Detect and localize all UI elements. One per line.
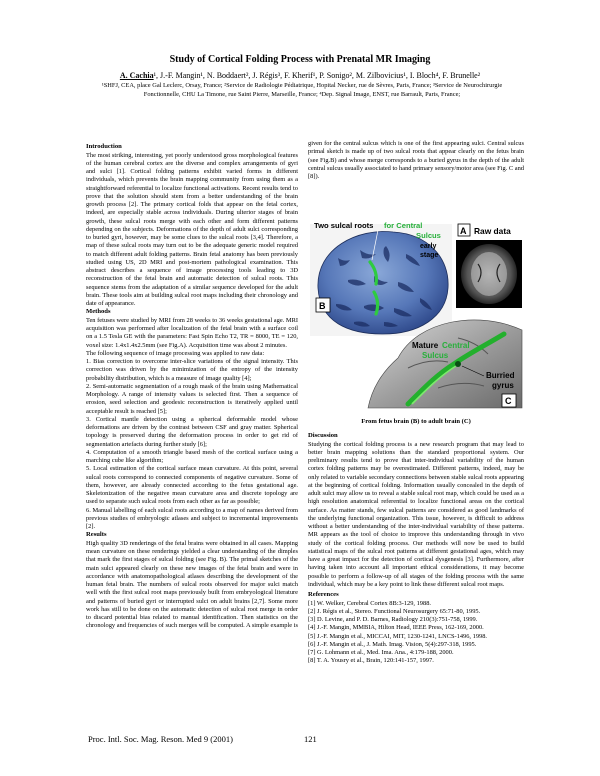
references-heading: References — [308, 591, 339, 598]
methods-step: 5. Local estimation of the cortical surface mean curvature. At this point, several sulcal roots correspond to connected components of negative curvature. Some of them, however, are already connected according to the fetus gestational age. Skeletonization of the negative mean curvature area and discrete topology are used to separate such sulcal roots from each other as far as possible; — [86, 465, 298, 506]
reference-item: [2] J. Régis et al., Stereo. Functional Neurosurgery 65:71-80, 1995. — [308, 607, 481, 615]
first-author: A. Cachia — [119, 71, 154, 80]
intro-text: The most striking, interesting, yet poorly understood gross morphological features of the human cerebral cortex are the diverse and complex arrangements of gyri and sulci [1]. Cortical folding patterns exhibit varied forms in different individuals, which prevents the brain mapping community from using them as a straightforward referential to localize functional activations. Recent results tend to prove that the solution should stem from a better understanding of the brain growth process [2]. The primary cortical folds that appear on the fetal cortex, indeed, are especially stable across individuals. During ulterior stages of brain growth, these sulcal roots merge with each other and form different patterns depending on the subjects. Deformations of the depth of adult sulci corresponding to buried gyri, however, may be some clues to the sulcal roots [3,4]. Therefore, a map of these sulcal roots may turn out to be the adequate generic model required to match different adult folding patterns. Brain fetal anatomy has been previously studied using US, 2D MRI and post-mortem pathological examination. This abstract describes a sequence of image processing tools leading to 3D reconstruction of the fetal brain and automatic detection of sulcal roots. This sequence stems from the adaptation of a similar sequence developed for the adult brain. These tools aim at building sulcal root maps including their chronology and date of appearance. — [86, 151, 298, 307]
author-list — [0, 71, 600, 80]
paper-title: Study of Cortical Folding Process with Prenatal MR Imaging — [169, 54, 431, 65]
journal-footer: Proc. Intl. Soc. Mag. Reson. Med 9 (2001) — [88, 734, 233, 744]
results-heading: Results — [86, 531, 107, 539]
panel-a-raw-mri — [456, 224, 522, 308]
label-b: B — [319, 301, 326, 311]
methods-step: 6. Manual labelling of each sulcal roots according to a map of names derived from previous studies of embryologic atlases and subject to incremental improvements [2]. — [86, 506, 298, 530]
reference-item: [6] J.-F. Mangin et al., J. Math. Imag. Vision, 5(4):297-318, 1995. — [308, 640, 477, 648]
label-gyrus: gyrus — [492, 381, 514, 390]
methods-list-intro: The following sequence of image processing was applied to raw data: — [86, 349, 265, 357]
intro-heading: Introduction — [86, 143, 122, 150]
label-burried: Burried — [486, 371, 515, 380]
label-mature: Mature — [412, 341, 439, 350]
methods-step: 1. Bias correction to overcome inter-slice variations of the signal intensity. This correction was driven by the minimization of the entropy of the intensity probability distribution, which is a measure of image quality [4]; — [86, 358, 298, 382]
label-a: A — [460, 226, 467, 236]
reference-list — [308, 600, 524, 666]
reference-item: [8] T. A. Yousry et al., Brain, 120:141-157, 1997. — [308, 657, 434, 665]
label-early: early — [420, 243, 437, 250]
right-column-top — [308, 140, 524, 181]
label-raw-data: Raw data — [474, 226, 511, 236]
reference-item: [1] W. Welker, Cerebral Cortex 8B:3-129, 1988. — [308, 599, 431, 607]
methods-step: 3. Cortical mantle detection using a spherical deformable model whose deformations are driven by the contrast between CSF and gray matter. Spherical topology is preserved during the deformation process in order to get rid of segmentation artefacts during further study [6]; — [86, 415, 298, 448]
label-for-central: for Central — [384, 221, 423, 230]
methods-text: Ten fetuses were studied by MRI from 28 weeks to 36 weeks gestational age. MRI acquisition was performed after localization of the fetal brain with a surface coil on a 1.5 Tesla GE with the parameters: Fast Spin Echo T2, TR = 8000, TE = 120, voxel size: 1.4x1.4x2.5mm (see Fig.A). Acquisition time was about 2 minutes. — [86, 316, 298, 349]
affiliations: ¹SHFJ, CEA, place Gal Leclerc, Orsay, France; ²Service de Radiologie Pédiatrique, Hopital Necker, rue de Sèvres, Paris, France; ³Service de Neurochirurgie Fonctionnelle, CHU La Timone, rue Saint Pierre, Marseille, France; ⁴Dep. Signal Image, ENST, rue Barrault, Paris, France; — [101, 82, 503, 98]
reference-item: [3] D. Levine, and P. D. Barnes, Radiology 210(3):751-758, 1999. — [308, 616, 478, 623]
results-continued-text: given for the central sulcus which is one of the first appearing sulci. Central sulcus primal sketch is made up of two sulcal roots that appear clearly on the fetus brain (see Fig.B) and whose merge corresponds to a buried gyrus in the depth of the adult central sulcus usually associated to hand primary sensory/motor area (see Fig. C and [8]). — [308, 140, 524, 180]
left-column — [86, 143, 298, 631]
brain-figure — [308, 218, 524, 410]
label-stage: stage — [420, 252, 439, 259]
methods-heading: Methods — [86, 308, 111, 316]
discussion-heading: Discussion — [308, 432, 338, 439]
page-number: 121 — [304, 734, 317, 744]
discussion-text: Studying the cortical folding process is a new research program that may lead to better brain mapping solutions than the standard proportional system. Our preliminary results tend to prove that inter-individual variability of the human cortex folding patterns may be overestimated. Different patterns, indeed, may be only related to variable secondary connections between stable sulcal roots appearing at the beginning of cortical folding. Information usually concealed in the depth of adult sulci may allow us to reveal a stable sulcal root map, which could be used as a high resolution anatomical referential to localize functional areas on the cortical surface. As matter stands, few sulcal patterns are considered as good landmarks of the underlying functional organization. This issue, however, is difficult to address without a better understanding of the inter-individual variability of these patterns. MR appears as the tool of choice to improve this understanding through in vivo study of the cortical folding process. Our methods will now be used to build statistical maps of the sulcal root patterns at different gestational ages, which may have a great impact for the detection of cortical dysgenesis [3]. Furthermore, after having taken into account all important ethical considerations, it may become possible to perform a follow-up of all stages of the folding process with the same individual, which may be a key point to link these different sulcal root maps. — [308, 440, 524, 588]
label-sulcus: Sulcus — [416, 231, 441, 240]
methods-step: 4. Computation of a smooth triangle based mesh of the cortical surface using a marching cube like algorithm; — [86, 448, 298, 464]
mri-brain — [471, 252, 507, 296]
figure-caption: From fetus brain (B) to adult brain (C) — [361, 418, 471, 425]
other-authors: ¹, J.-F. Mangin¹, N. Boddaert², J. Régis³, F. Kherif¹, P. Sonigo², M. Zilbovicius¹, I. Bloch⁴, F. Brunelle² — [153, 71, 481, 80]
buried-gyrus-marker — [455, 361, 461, 367]
reference-item: [7] G. Lohmann et al., Med. Ima. Ana., 4:179-188, 2000. — [308, 649, 454, 656]
results-text: High quality 3D renderings of the fetal brains were obtained in all cases. Mapping mean curvature on these renderings yielded a clear understanding of the dimples that mark the first stages of sulcal folding (see Fig. B). The primal sketches of the main sulci appeared clearly on these new images of the fetal brain and were in accordance with anatomopathological atlases describing the development of the human fetal brain. The numbers of sulcal roots observed for major sulci match well with the first sulcal root maps previously built from embryological literature and patterns of buried gyri or interrupted sulci on adult brains [2,7]. Some more work has still to be done on the automatic detection of sulcal root merge in order to discard potential bias related to manual identification. Then statistics on the chronology and frequencies of such merges will be computed. A simple example is — [86, 539, 298, 630]
right-column-bottom — [308, 432, 524, 666]
label-sulcus-mature: Sulcus — [422, 351, 449, 360]
label-two-sulcal-roots: Two sulcal roots — [314, 221, 374, 230]
reference-item: [4] J.-F. Mangin, MMBIA, Hilton Head, IEEE Press, 162-169, 2000. — [308, 624, 484, 632]
reference-item: [5] J.-F. Mangin et al., MICCAI, MIT, 1230-1241, LNCS-1496, 1998. — [308, 632, 488, 640]
methods-steps — [86, 358, 298, 531]
panel-b-fetal-brain — [310, 221, 452, 336]
methods-step: 2. Semi-automatic segmentation of a rough mask of the brain using Mathematical Morphology. A range of intensity values is selected first. Then a sequence of erosion, seed selection and geodesic reconstruction is iteratively applied until acceptable result is reached [5]; — [86, 382, 298, 415]
label-central: Central — [442, 341, 470, 350]
label-c: C — [505, 396, 512, 406]
